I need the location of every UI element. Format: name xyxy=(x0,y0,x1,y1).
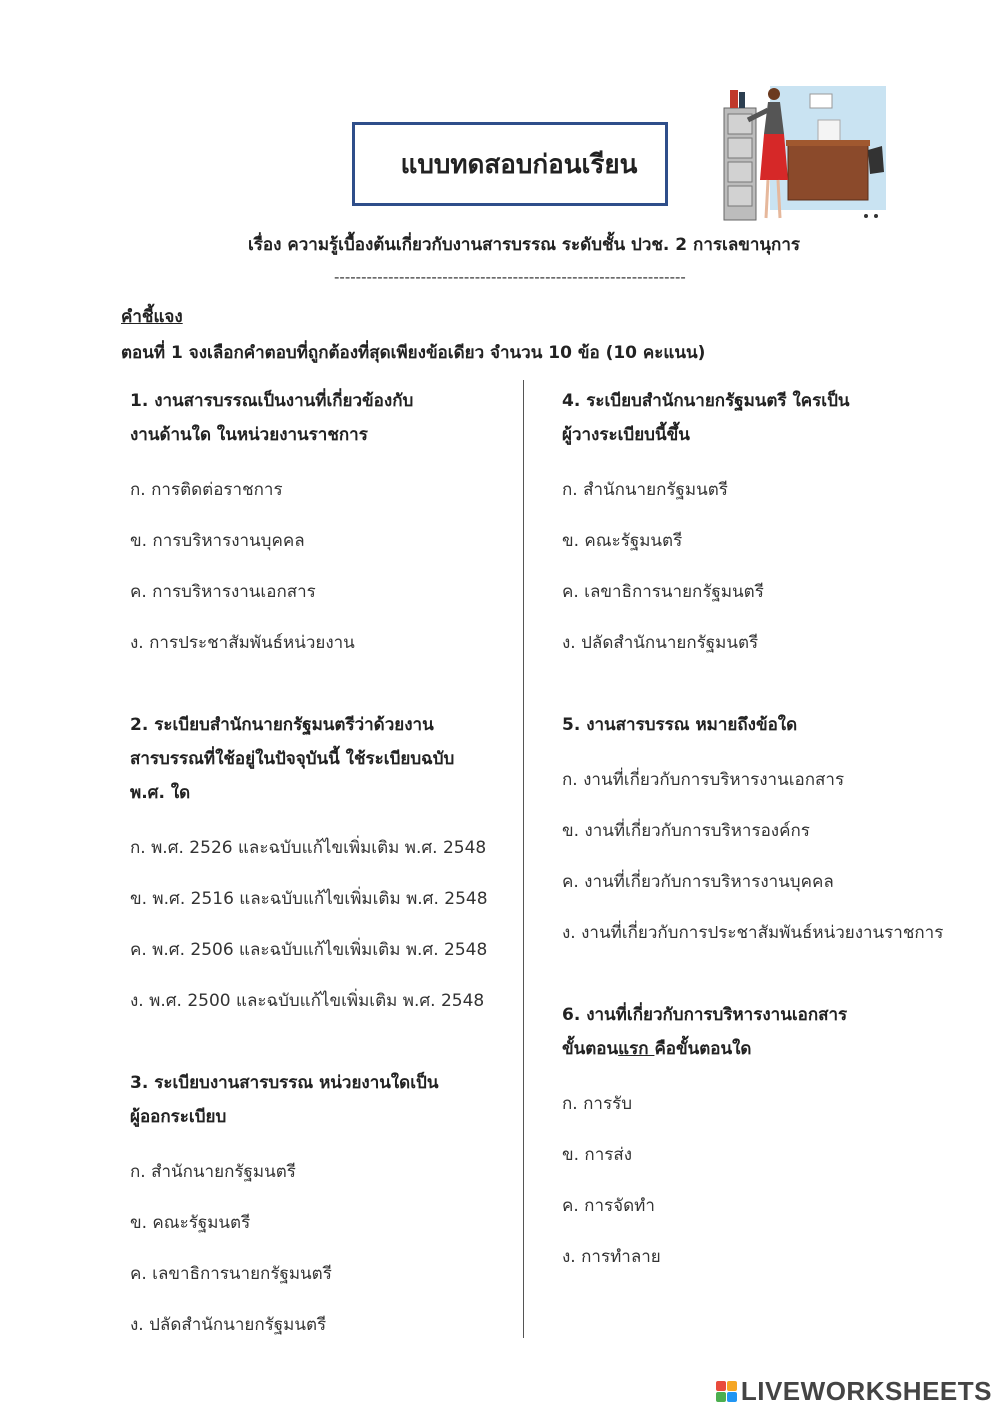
option-b[interactable]: ข. การบริหารงานบุคคล xyxy=(130,531,305,551)
option-d[interactable]: ง. การทำลาย xyxy=(562,1247,661,1267)
option-a[interactable]: ก. สำนักนายกรัฐมนตรี xyxy=(562,480,728,500)
option-c[interactable]: ค. พ.ศ. 2506 และฉบับแก้ไขเพิ่มเติม พ.ศ. 2548 xyxy=(130,940,488,960)
question-column-right xyxy=(562,384,982,1270)
question-text: 6. งานที่เกี่ยวกับการบริหารงานเอกสาร ขั้นตอนแรก คือขั้นตอนใด xyxy=(562,1005,848,1059)
question-6 xyxy=(562,998,982,1270)
option-d[interactable]: ง. งานที่เกี่ยวกับการประชาสัมพันธ์หน่วยงานราชการ xyxy=(562,923,944,943)
option-a[interactable]: ก. งานที่เกี่ยวกับการบริหารงานเอกสาร xyxy=(562,770,845,790)
question-3 xyxy=(130,1066,530,1338)
option-b[interactable]: ข. งานที่เกี่ยวกับการบริหารองค์กร xyxy=(562,821,810,841)
question-1 xyxy=(130,384,530,656)
option-c[interactable]: ค. เลขาธิการนายกรัฐมนตรี xyxy=(562,582,764,602)
question-4 xyxy=(562,384,982,656)
option-d[interactable]: ง. พ.ศ. 2500 และฉบับแก้ไขเพิ่มเติม พ.ศ. 2548 xyxy=(130,991,485,1011)
option-c[interactable]: ค. เลขาธิการนายกรัฐมนตรี xyxy=(130,1264,332,1284)
page-title: แบบทดสอบก่อนเรียน xyxy=(400,149,638,180)
title-box xyxy=(352,122,668,206)
liveworksheets-logo xyxy=(716,1376,992,1407)
subject-line: เรื่อง ความรู้เบื้องต้นเกี่ยวกับงานสารบรรณ ระดับชั้น ปวช. 2 การเลขานุการ xyxy=(247,235,801,255)
office-secretary-illustration xyxy=(718,80,890,222)
option-d[interactable]: ง. การประชาสัมพันธ์หน่วยงาน xyxy=(130,633,355,653)
option-d[interactable]: ง. ปลัดสำนักนายกรัฐมนตรี xyxy=(130,1315,327,1335)
option-a[interactable]: ก. การติดต่อราชการ xyxy=(130,480,283,500)
option-b[interactable]: ข. คณะรัฐมนตรี xyxy=(130,1213,251,1233)
question-text: 2. ระเบียบสำนักนายกรัฐมนตรีว่าด้วยงาน สารบรรณที่ใช้อยู่ในปัจจุบันนี้ ใช้ระเบียบฉบับ พ.ศ. ใด xyxy=(130,715,455,803)
option-a[interactable]: ก. พ.ศ. 2526 และฉบับแก้ไขเพิ่มเติม พ.ศ. 2548 xyxy=(130,838,487,858)
instructions-text: ตอนที่ 1 จงเลือกคำตอบที่ถูกต้องที่สุดเพียงข้อเดียว จำนวน 10 ข้อ (10 คะแนน) xyxy=(121,343,706,363)
separator-line: ----------------------------------------------------------------- xyxy=(334,268,686,286)
option-c[interactable]: ค. การจัดทำ xyxy=(562,1196,655,1216)
question-text: 3. ระเบียบงานสารบรรณ หน่วยงานใดเป็น ผู้ออกระเบียบ xyxy=(130,1073,439,1127)
option-c[interactable]: ค. งานที่เกี่ยวกับการบริหารงานบุคคล xyxy=(562,872,834,892)
question-2 xyxy=(130,708,530,1014)
logo-text: LIVEWORKSHEETS xyxy=(740,1376,992,1406)
liveworksheets-logo-icon xyxy=(716,1381,737,1402)
question-text: 5. งานสารบรรณ หมายถึงข้อใด xyxy=(562,715,798,735)
option-a[interactable]: ก. สำนักนายกรัฐมนตรี xyxy=(130,1162,296,1182)
question-text: 4. ระเบียบสำนักนายกรัฐมนตรี ใครเป็น ผู้วางระเบียบนี้ขึ้น xyxy=(562,391,850,445)
option-b[interactable]: ข. คณะรัฐมนตรี xyxy=(562,531,683,551)
option-d[interactable]: ง. ปลัดสำนักนายกรัฐมนตรี xyxy=(562,633,759,653)
question-text: 1. งานสารบรรณเป็นงานที่เกี่ยวข้องกับ งานด้านใด ในหน่วยงานราชการ xyxy=(130,391,414,445)
option-b[interactable]: ข. การส่ง xyxy=(562,1145,633,1165)
option-a[interactable]: ก. การรับ xyxy=(562,1094,632,1114)
option-b[interactable]: ข. พ.ศ. 2516 และฉบับแก้ไขเพิ่มเติม พ.ศ. 2548 xyxy=(130,889,488,909)
option-c[interactable]: ค. การบริหารงานเอกสาร xyxy=(130,582,316,602)
instructions-heading: คำชี้แจง xyxy=(121,307,183,327)
question-column-left xyxy=(130,384,530,1338)
question-5 xyxy=(562,708,982,946)
